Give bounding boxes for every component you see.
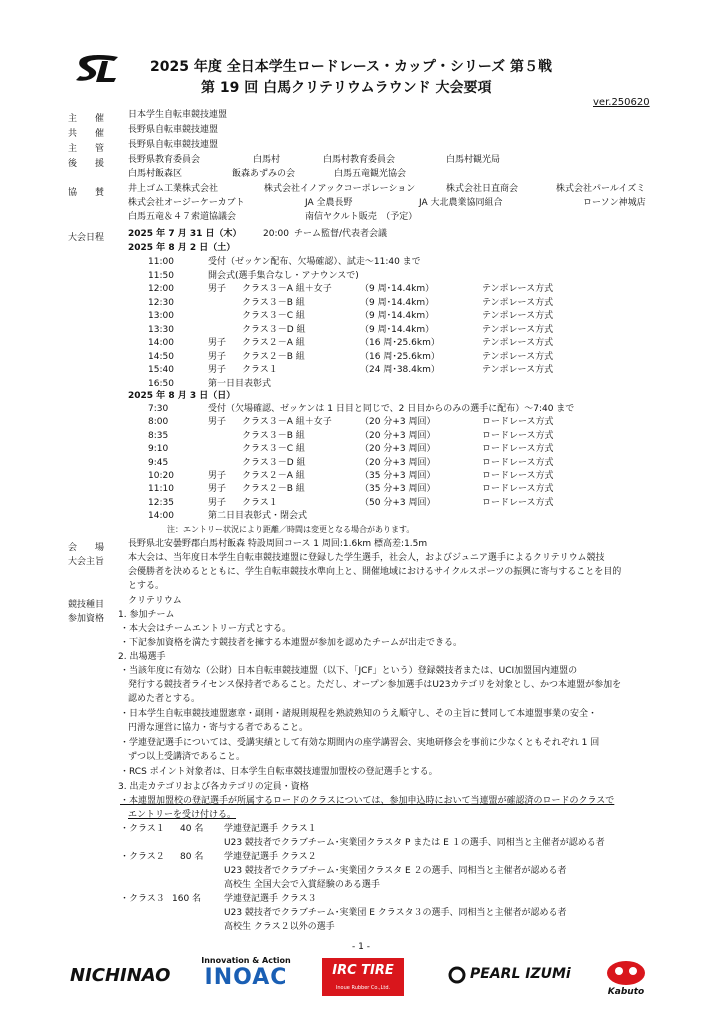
inoac-logo (196, 956, 296, 996)
support-item: 白馬村飯森区 (128, 169, 183, 179)
purpose-line: 会優勝者を決めるとともに、学生自転車競技水準向上と、開催地域におけるサイクルスポーツの振興に寄与することを目的 (128, 567, 622, 577)
schedule-distance: （9 周･14.4km） (360, 311, 435, 321)
schedule-distance: （35 分+3 周回） (360, 471, 436, 481)
section-heading: 1. 参加チーム (118, 610, 175, 620)
schedule-distance: （20 分+3 周回） (360, 417, 436, 428)
schedule-distance: （16 周･25.6km） (360, 351, 440, 362)
schedule-time: 7:30 (148, 404, 169, 414)
schedule-time: 15:40 (148, 365, 174, 375)
schedule-note: 注：エントリー状況により距離／時間は変更となる場合があります。 (167, 525, 415, 534)
day0-time: 20:00 (263, 229, 289, 239)
kabuto-mark-icon (606, 960, 646, 986)
class-requirement: 学連登記選手 クラス３ (224, 894, 317, 904)
schedule-time: 13:00 (148, 311, 174, 321)
schedule-time: 9:10 (148, 444, 169, 455)
pearl-izumi-mark-icon (448, 966, 466, 984)
co-organizer-label: 共 催 (68, 129, 105, 139)
inoac-wordmark: INOAC (204, 965, 288, 990)
schedule-distance: （24 周･38.4km） (360, 365, 440, 375)
irc-wordmark: IRC TIRE (332, 963, 394, 978)
pearl-izumi-wordmark: PEARL IZUMi (470, 966, 571, 982)
schedule-format: ロードレース方式 (482, 484, 554, 495)
schedule-time: 14:00 (148, 511, 174, 522)
document-title-line1: 2025 年度 全日本学生ロードレース・カップ・シリーズ 第５戦 (150, 59, 553, 75)
venue-value: 長野県北安曇野郡白馬村飯森 特設周回コース 1 周回:1.6km 標高差:1.5m (128, 539, 428, 549)
purpose-line: 本大会は、当年度日本学生自転車競技連盟に登録した学生選手，社会人，およびジュニア選手によるクリテリウム競技 (128, 553, 605, 563)
schedule-category: 男子 (208, 338, 227, 348)
schedule-time: 12:35 (148, 497, 174, 508)
schedule-format: ロードレース方式 (482, 430, 554, 441)
support-item: 白馬村観光局 (446, 155, 501, 165)
schedule-format: ロードレース方式 (482, 444, 554, 455)
day1-date: 2025 年 8 月 2 日（土） (128, 243, 236, 253)
schedule-time: 12:00 (148, 284, 174, 294)
support-item: 飯森あずみの会 (232, 169, 296, 179)
class-requirement: 高校生 全国大会で入賞経験のある選手 (224, 880, 380, 890)
event-type-value: クリテリウム (128, 596, 182, 606)
eligibility-line: エントリーを受け付ける。 (128, 810, 237, 820)
schedule-format: テンポレース方式 (482, 338, 554, 348)
eligibility-line: ・当該年度に有効な（公財）日本自転車競技連盟（以下、「JCF」という）登録競技者または、UCI加盟国内連盟の (120, 666, 578, 676)
purpose-label: 大会主旨 (68, 557, 105, 567)
eligibility-label: 参加資格 (68, 614, 105, 624)
page-number: - 1 - (352, 942, 370, 952)
schedule-time: 9:45 (148, 457, 169, 468)
schedule-time: 8:00 (148, 417, 169, 428)
schedule-time: 11:50 (148, 270, 174, 281)
sponsor-item: 株式会社パールイズミ (556, 184, 646, 194)
schedule-class: クラス１ (242, 497, 278, 508)
schedule-format: ロードレース方式 (482, 471, 554, 481)
schedule-distance: （20 分+3 周回） (360, 457, 436, 468)
schedule-format: ロードレース方式 (482, 417, 554, 428)
schedule-class: クラス３－A 組＋女子 (242, 284, 332, 294)
schedule-format: ロードレース方式 (482, 497, 554, 508)
schedule-distance: （16 周･25.6km） (360, 338, 440, 348)
class-name: ・クラス１ (120, 824, 165, 834)
schedule-format: テンポレース方式 (482, 311, 554, 321)
class-requirement: 学連登記選手 クラス２ (224, 852, 317, 862)
schedule-distance: （9 周･14.4km） (360, 324, 435, 335)
eligibility-line: ずつ以上受講済であること。 (128, 752, 246, 762)
section-heading: 2. 出場選手 (118, 652, 166, 662)
schedule-format: テンポレース方式 (482, 297, 554, 308)
schedule-category: 男子 (208, 497, 227, 508)
sponsor-item: 株式会社イノアックコーポレーション (264, 184, 416, 194)
day0-event: チーム監督/代表者会議 (294, 229, 388, 239)
schedule-class: 受付（ゼッケン配布、欠場確認）、試走～11:40 まで (208, 257, 421, 267)
sponsor-item: 株式会社日直商会 (446, 184, 519, 194)
co-organizer-value: 長野県自転車競技連盟 (128, 125, 219, 135)
class-requirement: U23 競技者でクラブチーム･実業団クラスタ P または E １の選手、同相当と主催者が認める者 (224, 838, 605, 848)
schedule-format: テンポレース方式 (482, 365, 554, 375)
manager-label: 主 管 (68, 144, 105, 154)
schedule-time: 8:35 (148, 430, 169, 441)
kabuto-wordmark: Kabuto (607, 987, 645, 997)
section-heading: 3. 出走カテゴリおよび各カテゴリの定員・資格 (118, 782, 309, 792)
day0-date: 2025 年 7 月 31 日（木） (128, 229, 242, 239)
class-requirement: 学連登記選手 クラス１ (224, 824, 317, 834)
sponsor-item: JA 大北農業協同組合 (419, 198, 503, 208)
inoac-tagline: Innovation & Action (201, 956, 291, 965)
schedule-time: 11:00 (148, 257, 174, 267)
schedule-format: テンポレース方式 (482, 351, 554, 362)
support-item: 白馬村教育委員会 (323, 155, 396, 165)
schedule-class: クラス３－B 組 (242, 297, 305, 308)
kabuto-logo (598, 960, 654, 1000)
schedule-format: ロードレース方式 (482, 457, 554, 468)
eligibility-line: 発行する競技者ライセンス保持者であること。ただし、オープン参加選手はU23カテゴリを対象とし、かつ本連盟が参加を (128, 680, 622, 690)
schedule-category: 男子 (208, 284, 227, 294)
day2-date: 2025 年 8 月 3 日（日） (128, 391, 236, 401)
sponsor-item: 井上ゴム工業株式会社 (128, 184, 219, 194)
schedule-category: 男子 (208, 484, 227, 495)
schedule-time: 12:30 (148, 297, 174, 308)
organizer-label: 主 催 (68, 114, 105, 124)
class-capacity: 160 名 (172, 894, 202, 904)
class-requirement: U23 競技者でクラブチーム･実業団クラスタ E ２の選手、同相当と主催者が認める者 (224, 866, 567, 876)
schedule-label: 大会日程 (68, 233, 105, 243)
class-name: ・クラス２ (120, 852, 165, 862)
schedule-class: クラス３－D 組 (242, 324, 306, 335)
federation-logo (74, 52, 122, 84)
organizer-value: 日本学生自転車競技連盟 (128, 110, 228, 120)
schedule-class: 第二日目表彰式・閉会式 (208, 511, 308, 522)
schedule-time: 13:30 (148, 324, 174, 335)
schedule-class: 第一日目表彰式 (208, 378, 272, 389)
schedule-time: 11:10 (148, 484, 174, 495)
schedule-distance: （9 周･14.4km） (360, 284, 435, 294)
sponsor-item: 白馬五竜＆４７索道協議会 (128, 212, 237, 222)
class-capacity: 40 名 (180, 824, 204, 834)
schedule-class: クラス３－D 組 (242, 457, 306, 468)
schedule-distance: （9 周･14.4km） (360, 297, 435, 308)
sponsor-item: 株式会社オージーケーカブト (128, 198, 245, 208)
schedule-time: 14:50 (148, 351, 174, 362)
schedule-category: 男子 (208, 351, 227, 362)
document-title-line2: 第 19 回 白馬クリテリウムラウンド 大会要項 (201, 80, 492, 96)
class-name: ・クラス３ (120, 894, 165, 904)
schedule-class: クラス３－A 組＋女子 (242, 417, 332, 428)
schedule-distance: （35 分+3 周回） (360, 484, 436, 495)
schedule-class: クラス３－B 組 (242, 430, 305, 441)
schedule-class: 開会式(選手集合なし・アナウンスで) (208, 270, 359, 281)
irc-company: Inoue Rubber Co.,Ltd. (335, 985, 391, 991)
schedule-distance: （20 分+3 周回） (360, 430, 436, 441)
sponsor-item: ローソン神城店 (583, 198, 646, 208)
venue-label: 会 場 (68, 543, 105, 553)
eligibility-line: ・RCS ポイント対象者は、日本学生自転車競技連盟加盟校の登記選手とする。 (120, 767, 438, 777)
manager-value: 長野県自転車競技連盟 (128, 140, 219, 150)
support-item: 白馬村 (253, 155, 281, 165)
eligibility-line: ・本連盟加盟校の登記選手が所属するロードのクラスについては、参加申込時において当連盟が確認済のロードのクラスで (120, 796, 615, 806)
schedule-class: クラス２－B 組 (242, 351, 305, 362)
schedule-format: テンポレース方式 (482, 324, 554, 335)
support-item: 白馬五竜観光協会 (334, 169, 407, 179)
eligibility-line: ・本大会はチームエントリー方式とする。 (120, 624, 292, 634)
irc-tire-logo (322, 958, 404, 996)
event-type-label: 競技種目 (68, 600, 105, 610)
schedule-class: クラス３－C 組 (242, 444, 305, 455)
sponsor-label: 協 賛 (68, 188, 105, 198)
eligibility-line: ・日本学生自転車競技連盟憲章・副則・諸規則規程を熟読熟知のうえ順守し、その主旨に賛同して本連盟事業の安全・ (120, 709, 598, 719)
eligibility-line: 認めた者とする。 (128, 694, 201, 704)
eligibility-line: 円滑な運営に協力・寄与する者であること。 (128, 723, 309, 733)
nichinao-logo: NICHINAO (70, 965, 171, 986)
schedule-class: クラス１ (242, 365, 278, 375)
version-label: ver.250620 (593, 97, 650, 108)
eligibility-line: ・学連登記選手については、受講実績として有効な期間内の座学講習会、実地研修会を事前に少なくともそれぞれ 1 回 (120, 738, 600, 748)
class-capacity: 80 名 (180, 852, 204, 862)
purpose-line: とする。 (128, 581, 165, 591)
class-requirement: U23 競技者でクラブチーム･実業団 E クラスタ３の選手、同相当と主催者が認める者 (224, 908, 567, 918)
sponsor-item: 南信ヤクルト販売 （予定） (305, 212, 418, 222)
schedule-time: 16:50 (148, 378, 174, 389)
schedule-time: 14:00 (148, 338, 174, 348)
eligibility-line: ・下記参加資格を満たす競技者を擁する本連盟が参加を認めたチームが出走できる。 (120, 638, 463, 648)
schedule-class: 受付（欠場確認、ゼッケンは 1 日目と同じで、2 日目からのみの選手に配布）～7:40 まで (208, 404, 575, 414)
schedule-class: クラス２－A 組 (242, 338, 305, 348)
schedule-category: 男子 (208, 365, 227, 375)
schedule-category: 男子 (208, 417, 227, 428)
class-requirement: 高校生 クラス２以外の選手 (224, 922, 335, 932)
support-item: 長野県教育委員会 (128, 155, 201, 165)
schedule-time: 10:20 (148, 471, 174, 481)
schedule-format: テンポレース方式 (482, 284, 554, 294)
sponsor-item: JA 全農長野 (305, 198, 353, 208)
schedule-class: クラス２－B 組 (242, 484, 305, 495)
schedule-category: 男子 (208, 471, 227, 481)
support-label: 後 援 (68, 159, 105, 169)
schedule-distance: （50 分+3 周回） (360, 497, 436, 508)
schedule-class: クラス２－A 組 (242, 471, 305, 481)
schedule-distance: （20 分+3 周回） (360, 444, 436, 455)
schedule-class: クラス３－C 組 (242, 311, 305, 321)
pearl-izumi-logo (448, 965, 576, 987)
